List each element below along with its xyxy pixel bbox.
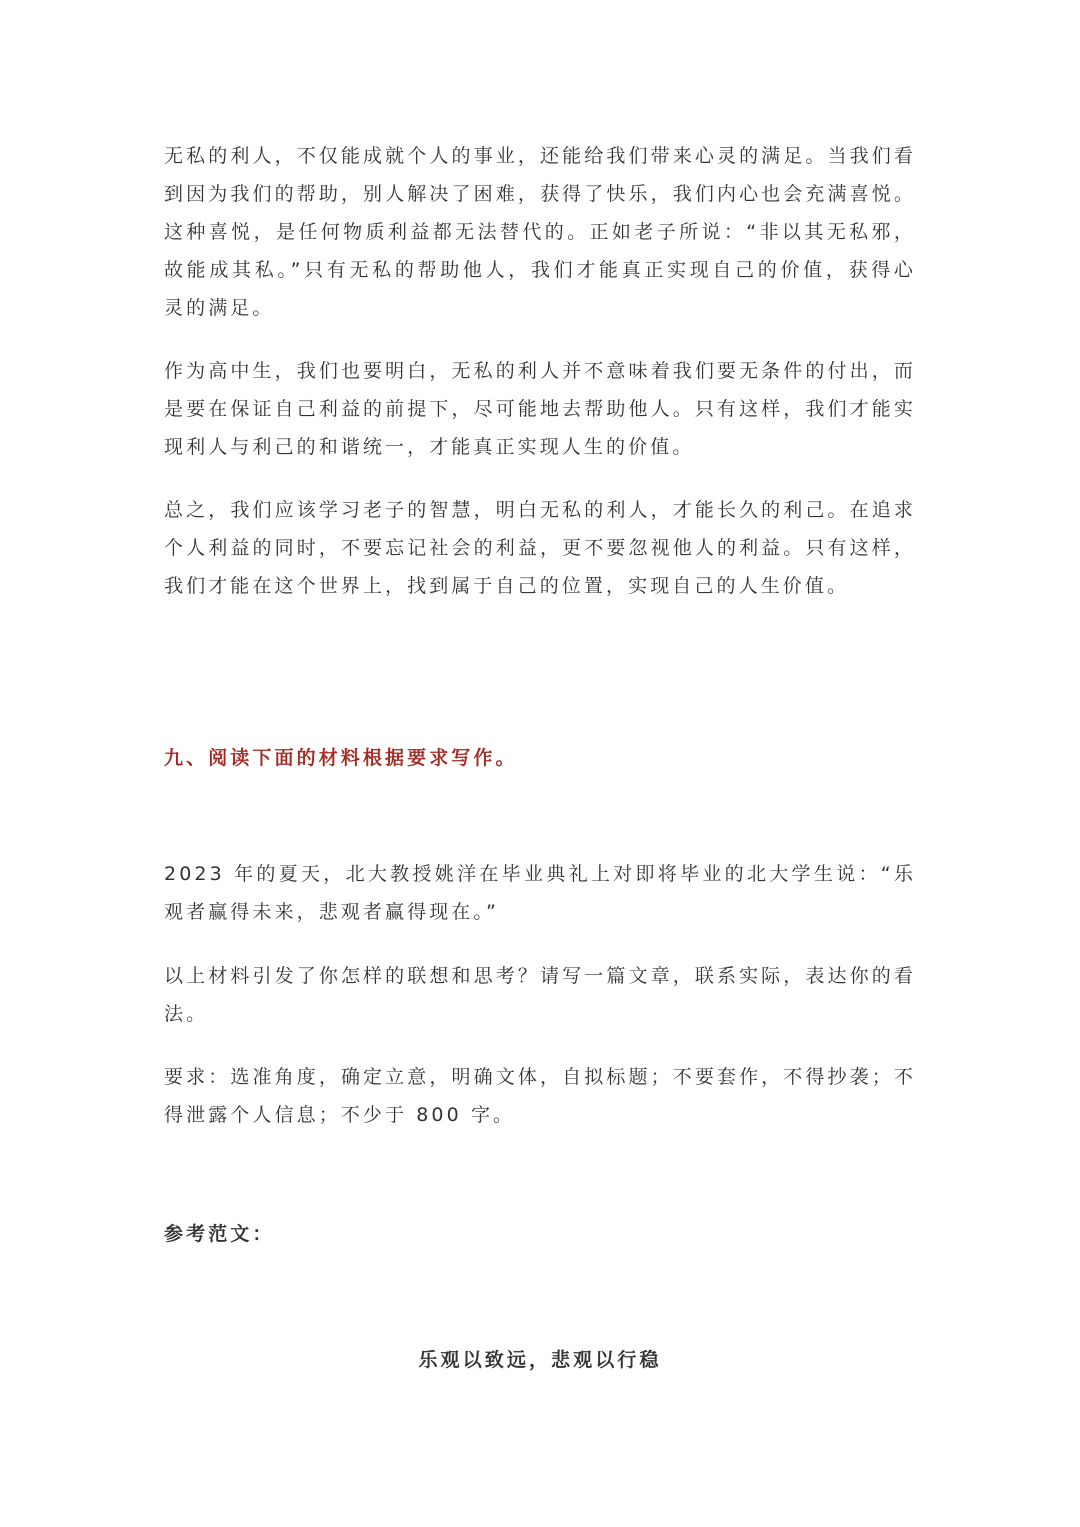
essay-paragraph-3: 总之，我们应该学习老子的智慧，明白无私的利人，才能长久的利己。在追求个人利益的同时，不要忘记社会的利益，更不要忽视他人的利益。只有这样，我们才能在这个世界上，找到属于自己的位置，实现自己的人生价值。 — [164, 499, 916, 597]
essay-title: 乐观以致远，悲观以行稳 — [418, 1349, 662, 1371]
section-heading: 九、阅读下面的材料根据要求写作。 — [164, 747, 518, 769]
prompt-paragraph: 以上材料引发了你怎样的联想和思考？请写一篇文章，联系实际，表达你的看法。 — [164, 965, 916, 1025]
material-paragraph: 2023 年的夏天，北大教授姚洋在毕业典礼上对即将毕业的北大学生说：“乐观者赢得未来，悲观者赢得现在。” — [164, 863, 916, 923]
essay-paragraph-2: 作为高中生，我们也要明白，无私的利人并不意味着我们要无条件的付出，而是要在保证自己利益的前提下，尽可能地去帮助他人。只有这样，我们才能实现利人与利己的和谐统一，才能真正实现人生的价值。 — [164, 360, 916, 458]
reference-label: 参考范文： — [164, 1223, 275, 1245]
requirements-paragraph: 要求：选准角度，确定立意，明确文体，自拟标题；不要套作，不得抄袭；不得泄露个人信息；不少于 800 字。 — [164, 1066, 916, 1126]
essay-paragraph-1: 无私的利人，不仅能成就个人的事业，还能给我们带来心灵的满足。当我们看到因为我们的帮助，别人解决了困难，获得了快乐，我们内心也会充满喜悦。这种喜悦，是任何物质利益都无法替代的。正如老子所说：“非以其无私邪，故能成其私。”只有无私的帮助他人，我们才能真正实现自己的价值，获得心灵的满足。 — [164, 145, 916, 319]
